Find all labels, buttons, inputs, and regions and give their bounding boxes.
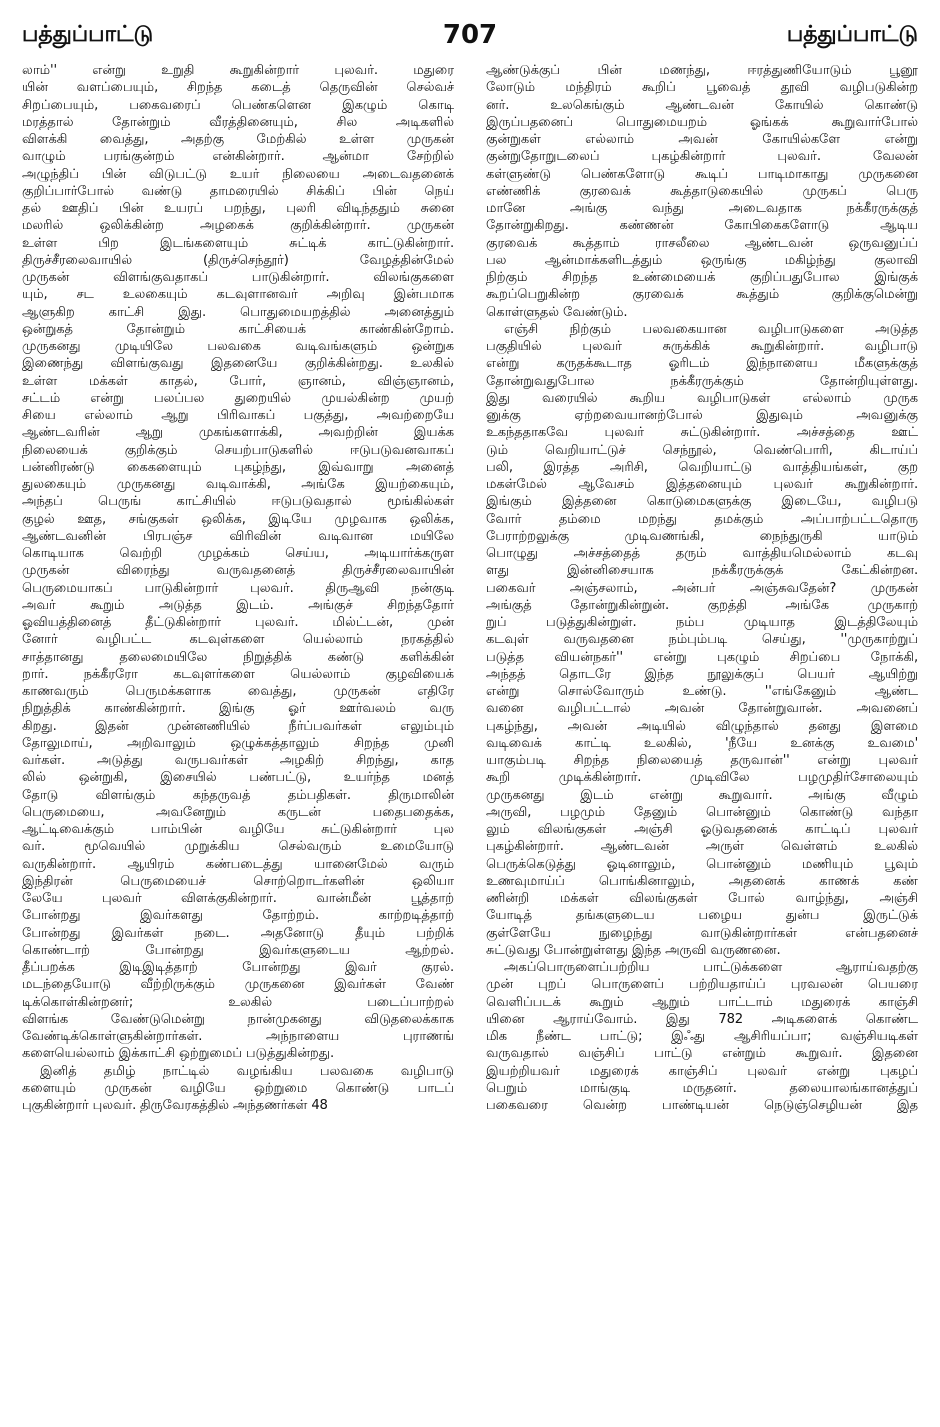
text-line: அந்தத் தொடரே இந்த நூலுக்குப் பெயர் ஆயிற்று: [486, 666, 918, 682]
text-line: காணவரும் பெருமக்களாக வைத்து, முருகன் எதிரே: [22, 684, 454, 699]
text-line: ளது இன்னிசையாக நக்கீரருக்குக் கேட்கின்றன.: [486, 563, 918, 579]
text-line: யின் வளப்பையும், சிறந்த கடைத் தெருவின் செல்வச்: [22, 80, 454, 96]
text-line: எஞ்சி நிற்கும் பலவகையான வழிபாடுகளை அடுத்த: [504, 321, 918, 337]
page-header: [22, 22, 918, 58]
left-column: [22, 62, 454, 1402]
text-line: பெருக்கெடுத்து ஓடினாலும், பொன்னும் மணியும் பூவும்: [486, 856, 918, 872]
text-line: பகைவரை வென்ற பாண்டியன் நெடுஞ்செழியன் இத: [486, 1098, 918, 1113]
text-line: இயற்றியவர் மதுரைக் காஞ்சிப் புலவர் என்று புகழப்: [486, 1063, 918, 1079]
page-number: 707: [442, 20, 498, 50]
text-line: வர்கள். அடுத்து வருபவர்கள் அழகிற் சிறந்து, காத: [22, 753, 454, 768]
text-line: என்று கருதக்கூடாத ஓரிடம் இந்நாளைய மீகளுக்குத்: [486, 356, 918, 372]
text-line: லும் விலங்குகள் அஞ்சி ஓடுவதனைக் காட்டிப் புலவர்: [486, 822, 918, 837]
text-line: மானே அங்கு வந்து அடைவதாக நக்கீரருக்குத்: [486, 201, 918, 216]
text-line: நிறுத்திக் காண்கின்றார். இங்கு ஓர் ஊர்வலம் வரு: [22, 701, 454, 717]
text-line: லேயே புலவர் விளக்குகின்றார். வான்மீன் பூத்தாற்: [22, 891, 454, 906]
text-line: அருவி, பழமும் தேனும் பொன்னும் கொண்டு வந்தா: [486, 804, 918, 820]
text-line: மலரில் ஒலிக்கின்ற அழகைக் குறிக்கின்றார். முருகன்: [22, 218, 454, 234]
text-line: பகைவர் அஞ்சலாம், அன்பர் அஞ்சுவதேன்? முருகன்: [486, 580, 918, 596]
text-line: லோடும் மந்திரம் கூறிப் பூவைத் தூவி வழிபடுகின்ற: [486, 80, 918, 96]
text-line: தோலுமாய், அறிவாலும் ஒழுக்கத்தாலும் சிறந்த முனி: [22, 735, 454, 751]
text-line: குரவைக் கூத்தாம் ராசலீலை ஆண்டவன் ஒருவனுப்ப்: [486, 235, 918, 251]
text-line: உணவுமாய்ப் பொங்கினாலும், அதனைக் காணக் கண்: [486, 873, 918, 889]
text-line: பெருமையாகப் பாடுகின்றார் புலவர். திருஆவி நன்குடி: [22, 580, 454, 596]
text-line: களையெல்லாம் இக்காட்சி ஒற்றுமைப் படுத்துகின்றது.: [22, 1046, 334, 1062]
text-line: பெறும் மாங்குடி மருதனர். தலையாலங்கானத்துப்: [486, 1080, 918, 1096]
text-line: சிறப்பையும், பகைவரைப் பெண்களென இகழும் கொடி: [22, 97, 454, 113]
text-line: நிற்கும் சிறந்த உண்மையைக் குறிப்பதுபோல இங்குக்: [486, 270, 918, 285]
text-line: வாழும் பரங்குன்றம் என்கின்றார். ஆன்மா சேற்றில்: [22, 149, 454, 165]
text-line: கூறப்பெறுகின்ற குரவைக் கூத்தும் குறிக்குமென்று: [486, 287, 918, 303]
text-line: எண்ணிக் குரவைக் கூத்தாடுகையில் முருகப் பெரு: [486, 183, 918, 199]
text-line: கூறி முடிக்கின்றார். முடிவிலே பழமுதிர்சோலையும்: [486, 770, 918, 786]
text-line: இது வரையில் கூறிய வழிபாடுகள் எல்லாம் முருக: [486, 390, 918, 406]
text-line: இணைந்து விளங்குவது இதனையே குறிக்கின்றது. உலகில்: [22, 356, 454, 372]
text-line: ஆளுகிற காட்சி இது. பொதுமையறத்தில் அனைத்தும்: [22, 304, 454, 320]
text-line: வேண்டிக்கொள்ளுகின்றார்கள். அந்நாளைய புராணங்: [22, 1029, 454, 1044]
text-line: மரத்தால் தோன்றும் வீரத்தினையும், சில அடிகளில்: [22, 114, 454, 130]
text-line: அவர் கூறும் அடுத்த இடம். அங்குச் சிறந்ததோர்: [22, 597, 454, 613]
text-line: தல் ஊதிப் பின் உயரப் பறந்து, புலரி விடிந்ததும் சுனை: [22, 201, 454, 216]
text-line: அந்தப் பெருங் காட்சியில் ஈடுபடுவதால் மூங்கில்கள்: [22, 494, 454, 510]
text-line: குழல் ஊத, சங்குகள் ஒலிக்க, இடியே முழவாக ஒலிக்க,: [22, 511, 454, 527]
text-line: குன்றுகள் எல்லாம் அவன் கோயில்களே என்று: [486, 132, 918, 147]
text-line: கிறது. இதன் முன்னணியில் நீர்ப்பவர்கள் எலும்பும்: [22, 718, 454, 734]
text-line: ஆட்டிவைக்கும் பாம்பின் வழியே சுட்டுகின்றார் புல: [22, 822, 454, 837]
text-line: ஆண்டுக்குப் பின் மணந்து, ஈரத்துணியோடும் பூனூ: [486, 63, 918, 78]
text-line: ஒன்றுகத் தோன்றும் காட்சியைக் காண்கின்றோம்.: [22, 321, 454, 337]
text-line: யோடித் தங்களுடைய பழைய துன்ப இருட்டுக்: [486, 908, 918, 924]
text-line: றார். நக்கீரரோ கடவுளர்களை யெல்லாம் குழவியைக்: [22, 666, 454, 682]
text-line: துலகையும் முருகனது வடிவாக்கி, அங்கே இயற்கையும்,: [22, 477, 454, 492]
text-line: முருகன் விரைந்து வருவதனைத் திருச்சீரலைவாயின்: [22, 563, 454, 579]
text-line: உள்ள பிற இடங்களையும் சுட்டிக் காட்டுகின்றார்.: [22, 235, 454, 251]
text-line: கொண்டாற் போன்றது இவர்களுடைய ஆற்றல்.: [22, 942, 454, 958]
text-line: போன்றது இவர்கள் நடை. அதனோடு தீயும் பற்றிக்: [22, 925, 454, 941]
text-line: இந்திரன் பெருமையைச் சொற்றொடர்களின் ஒலியா: [22, 873, 454, 889]
text-line: பொழுது அச்சத்தைத் தரும் வாத்தியமெல்லாம் கடவு: [486, 546, 918, 561]
text-line: முன் புறப் பொருளைப் பற்றியதாய்ப் புரவலன் பெயரை: [486, 977, 918, 993]
text-line: பகுதியில் புலவர் சுருக்கிக் கூறுகின்றார். வழிபாடு: [486, 339, 918, 354]
text-line: யும், சட உலகையும் கடவுளானவர் அறிவு இன்பமாக: [22, 287, 454, 303]
text-line: தோடு விளங்கும் கந்தருவத் தம்பதிகள். திருமாலின்: [22, 787, 454, 803]
text-line: பேராற்றலுக்கு முடிவணங்கி, நைந்துருகி யாடும்: [486, 528, 918, 544]
text-line: குள்ளேயே நுழைந்து வாடுகின்றார்கள் என்பதனைச்: [486, 925, 918, 941]
text-line: னுக்கு ஏற்றவையானற்போல் இதுவும் அவனுக்கு: [486, 408, 918, 423]
text-line: முருகன் விளங்குவதாகப் பாடுகின்றார். விலங்குகளை: [22, 270, 454, 285]
text-line: சுட்டுவது போன்றுள்ளது இந்த அருவி வருணனை.: [486, 942, 781, 958]
text-line: அகப்பொருளைப்பற்றிய பாட்டுக்களை ஆராய்வதற்கு: [504, 960, 918, 975]
text-line: நிலையைக் குறிக்கும் செயற்பாடுகளில் ஈடுபடுவனவாகப்: [22, 442, 454, 458]
text-line: போன்றது இவர்களது தோற்றம். காற்றடித்தாற்: [22, 908, 454, 924]
text-line: யினை ஆராய்வோம். இது 782 அடிகளைக் கொண்ட: [486, 1011, 918, 1027]
text-line: புகழ்கின்றார். ஆண்டவன் அருள் வெள்ளம் உலகில்: [486, 839, 918, 855]
text-line: லில் ஒன்றுகி, இசையில் பண்பட்டு, உயர்ந்த மனத்: [22, 770, 454, 786]
text-line: வருகின்றார். ஆயிரம் கண்படைத்து யானைமேல் வரும்: [22, 856, 454, 872]
text-line: அழுந்திப் பின் விடுபட்டு உயர் நிலையை அடைவதனைக்: [22, 166, 454, 182]
text-line: புகழ்ந்து, அவன் அடியில் விழுந்தால் தனது இளமை: [486, 718, 918, 734]
text-line: வனை வழிபட்டால் அவன் தோன்றுவான். அவனைப்: [486, 701, 918, 717]
text-line: யாகும்படி சிறந்த நிலையைத் தருவான்'' என்று புலவர்: [486, 753, 918, 768]
running-title-left: பத்துப்பாட்டு: [22, 22, 154, 47]
text-line: படுத்த வியன்நகர்'' என்று புகழும் சிறப்பை நோக்கி,: [486, 649, 918, 665]
text-line: இருப்பதனைப் பொதுமையறம் ஓங்கக் கூறுவார்போல்: [486, 114, 918, 130]
text-line: சாத்தானது தலைமையிலே நிறுத்திக் கண்டு களிக்கின்: [22, 649, 454, 665]
text-line: கொடியாக வெற்றி முழக்கம் செய்ய, அடியார்க்கருள: [22, 546, 454, 561]
text-line: வோர் தம்மை மறந்து தமக்கும் அப்பாற்பட்டதொரு: [486, 511, 918, 527]
text-line: குன்றுதோறுடலைப் புகழ்கின்றார் புலவர். வேலன்: [486, 149, 918, 165]
text-line: ஓவியத்தினைத் தீட்டுகின்றார் புலவர். மில்ட்டன், முன்: [22, 615, 454, 630]
text-line: பன்னிரண்டு கைகளையும் புகழ்ந்து, இவ்வாறு அனைத்: [22, 459, 454, 475]
text-line: பல ஆன்மாக்களிடத்தும் ஒருங்கு மகிழ்ந்து குலாவி: [486, 252, 918, 268]
text-line: வர். மூவெயில் முறுக்கிய செல்வரும் உமையோடு: [22, 839, 454, 855]
text-line: பெருமையை, அவனேறும் கருடன் பதைபதைக்க,: [22, 804, 454, 820]
text-line: மகள்மேல் ஆவேசம் இத்தனையும் புலவர் கூறுகின்றார்.: [486, 477, 918, 492]
text-line: இங்கும் இத்தனை கொடுமைகளுக்கு இடையே, வழிபடு: [486, 494, 918, 510]
text-line: வடிவைக் காட்டி உலகில், 'நீயே உனக்கு உவமை': [486, 735, 918, 751]
text-line: தீப்பறக்க இடிஇடித்தாற் போன்றது இவர் குரல்.: [22, 960, 454, 975]
text-line: சட்டம் என்று பலப்பல துறையில் முயல்கின்ற முயற்: [22, 390, 454, 406]
text-line: டிக்கொள்கின்றனர்; உலகில் படைப்பாற்றல்: [22, 994, 454, 1010]
text-line: கொள்ளுதல் வேண்டும்.: [486, 304, 628, 320]
text-line: அங்குத் தோன்றுகின்றுன். குறத்தி அங்கே முருகாற்: [486, 597, 918, 613]
text-line: புகுகின்றார் புலவர். திருவேரகத்தில் அந்தணர்கள் 48: [22, 1098, 328, 1113]
text-line: முருகனது இடம் என்று கூறுவார். அங்கு வீழும்: [486, 787, 918, 803]
text-line: லாம்'' என்று உறுதி கூறுகின்றார் புலவர். மதுரை: [22, 63, 454, 78]
text-line: கள்ளுண்டு பெண்களோடு கூடிப் பாடிமாகாது முருகனை: [486, 166, 918, 182]
text-line: உகந்ததாகவே புலவர் சுட்டுகின்றார். அச்சத்தை ஊட்: [486, 425, 918, 441]
text-line: ணின்றி மக்கள் விலங்குகள் போல் வாழ்ந்து, அஞ்சி: [486, 891, 918, 906]
text-line: வருவதால் வஞ்சிப் பாட்டு என்றும் கூறுவர். இதனை: [486, 1046, 918, 1062]
text-line: டும் வெறியாட்டுச் செந்நூல், வெண்பொரி, கிடாய்ப்: [486, 442, 918, 458]
text-line: விளங்க வேண்டுமென்று நான்முகனது விடுதலைக்காக: [22, 1011, 454, 1027]
text-line: களையும் முருகன் வழியே ஒற்றுமை கொண்டு பாடப்: [22, 1080, 454, 1096]
text-line: றுப் படுத்துகின்றுள். நம்ப முடியாத இடத்திலேயும்: [486, 615, 918, 630]
text-line: னோர் வழிபட்ட கடவுள்களை யெல்லாம் நரகத்தில்: [22, 632, 454, 648]
text-line: இனித் தமிழ் நாட்டில் வழங்கிய பலவகை வழிபாடு: [40, 1063, 454, 1079]
text-line: தோன்றுகிறது. கண்ணன் கோபிகைகளோடு ஆடிய: [486, 218, 918, 234]
text-line: உள்ள மக்கள் காதல், போர், ஞானம், விஞ்ஞானம்,: [22, 373, 454, 389]
text-line: குறிப்பார்போல் வண்டு தாமரையில் சிக்கிப் பின் நெய்: [22, 183, 454, 199]
right-column: [486, 62, 918, 1402]
text-line: திருச்சீரலைவாயில் (திருச்செந்தூர்) வேழத்தின்மேல்: [22, 252, 454, 268]
running-title-right: பத்துப்பாட்டு: [786, 22, 918, 47]
text-line: தோன்றுவதுபோல நக்கீரருக்கும் தோன்றியுள்ளது.: [486, 373, 918, 389]
text-line: மடந்தையோடு வீற்றிருக்கும் முருகனை இவர்கள் வேண்: [22, 977, 454, 993]
text-line: சியை எல்லாம் ஆறு பிரிவாகப் பகுத்து, அவற்றையே: [22, 408, 454, 423]
text-line: கடவுள் வருவதனை நம்பும்படி செய்து, ''முருகாற்றுப்: [486, 632, 918, 648]
text-line: விளக்கி வைத்து, அதற்கு மேற்கில் உள்ள முருகன்: [22, 132, 454, 147]
text-line: ஆண்டவனின் பிரபஞ்ச விரிவின் வடிவான மயிலே: [22, 528, 454, 544]
text-line: மிக நீண்ட பாட்டு; இஃது ஆசிரியப்பா; வஞ்சியடிகள்: [486, 1029, 918, 1044]
text-line: ஆண்டவரின் ஆறு முகங்களாக்கி, அவற்றின் இயக்க: [22, 425, 454, 441]
text-line: முருகனது முடியிலே பலவகை வடிவங்களும் ஒன்றுக: [22, 339, 454, 354]
text-line: வெளிப்படக் கூறும் ஆறும் பாட்டாம் மதுரைக் காஞ்சி: [486, 994, 918, 1010]
text-line: னர். உலகெங்கும் ஆண்டவன் கோயில் கொண்டு: [486, 97, 918, 113]
text-line: பலி, இரத்த அரிசி, வெறியாட்டு வாத்தியங்கள், குற: [486, 459, 918, 475]
text-line: என்று சொல்வோரும் உண்டு. ''எங்கேனும் ஆண்ட: [486, 684, 918, 699]
